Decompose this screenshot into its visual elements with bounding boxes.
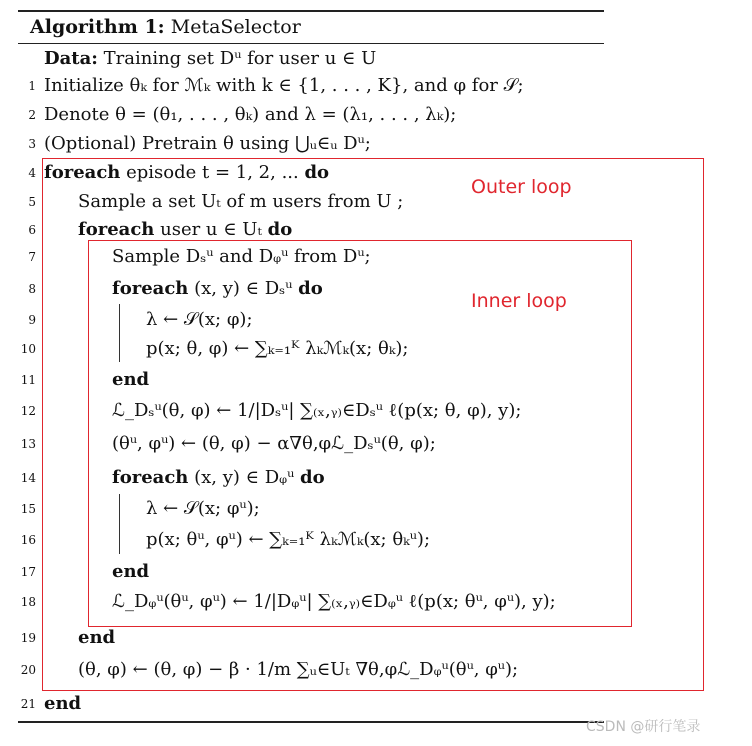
line-number: 19 <box>20 631 36 645</box>
line-text <box>44 45 376 73</box>
algorithm-name: MetaSelector <box>170 16 301 38</box>
line-content: λ ← 𝒮(x; φᵘ); <box>146 498 260 519</box>
inner-loop-label: Inner loop <box>471 290 567 312</box>
line-content: λ ← 𝒮(x; φ); <box>146 309 253 330</box>
line-text <box>44 72 524 100</box>
algorithm-line <box>0 45 700 73</box>
keyword-do: do <box>304 162 330 183</box>
line-content: p(x; θᵘ, φᵘ) ← ∑ₖ₌₁ᴷ λₖℳₖ(x; θₖᵘ); <box>146 529 431 550</box>
algorithm-line <box>0 690 700 718</box>
line-content: (Optional) Pretrain θ using ⋃ᵤ∈ᵤ Dᵘ; <box>44 133 371 154</box>
line-number: 5 <box>28 195 36 209</box>
keyword: foreach <box>112 278 189 299</box>
line-number: 9 <box>28 313 36 327</box>
line-number: 2 <box>28 108 36 122</box>
line-text <box>44 690 81 718</box>
title-rule <box>18 43 604 44</box>
line-number: 3 <box>28 137 36 151</box>
line-content: Sample a set Uₜ of m users from U ; <box>78 191 404 212</box>
keyword-do: do <box>299 467 325 488</box>
line-content: p(x; θ, φ) ← ∑ₖ₌₁ᴷ λₖℳₖ(x; θₖ); <box>146 338 409 359</box>
line-number: 8 <box>28 282 36 296</box>
line-number: 7 <box>28 250 36 264</box>
line-content: ℒ_Dᵩᵘ(θᵘ, φᵘ) ← 1/|Dᵩᵘ| ∑₍ₓ,ᵧ₎∈Dᵩᵘ ℓ(p(x; θᵘ, φᵘ), y); <box>112 591 556 612</box>
line-content: Denote θ = (θ₁, . . . , θₖ) and λ = (λ₁, . . . , λₖ); <box>44 104 457 125</box>
line-number: 17 <box>20 565 36 579</box>
line-number: 12 <box>20 404 36 418</box>
outer-loop-label: Outer loop <box>471 176 572 198</box>
bottom-rule <box>18 721 604 723</box>
watermark: CSDN @研行笔录 <box>586 719 701 735</box>
algorithm-line <box>0 130 700 158</box>
line-content: (x, y) ∈ Dₛᵘ <box>188 278 299 299</box>
top-rule <box>18 10 604 12</box>
line-number: 21 <box>20 697 36 711</box>
inner-foreach-bar-2 <box>119 494 120 554</box>
algorithm-title <box>30 16 301 38</box>
line-number: 1 <box>28 79 36 93</box>
line-number: 16 <box>20 533 36 547</box>
line-content: (x, y) ∈ Dᵩᵘ <box>188 467 300 488</box>
line-content: Initialize θₖ for ℳₖ with k ∈ {1, . . . , K}, and φ for 𝒮; <box>44 75 524 96</box>
algorithm-line <box>0 72 700 100</box>
line-number: 13 <box>20 437 36 451</box>
line-number: 14 <box>20 471 36 485</box>
keyword: foreach <box>78 219 155 240</box>
keyword: end <box>78 627 116 648</box>
line-number: 4 <box>28 166 36 180</box>
keyword: end <box>112 369 150 390</box>
line-content: user u ∈ Uₜ <box>154 219 268 240</box>
inner-foreach-bar-1 <box>119 304 120 362</box>
line-number: 18 <box>20 595 36 609</box>
line-number: 15 <box>20 502 36 516</box>
keyword-do: do <box>298 278 323 299</box>
line-text <box>44 130 371 158</box>
line-number: 10 <box>20 342 36 356</box>
keyword: end <box>112 561 150 582</box>
algorithm-label: Algorithm 1: <box>30 16 165 38</box>
line-content: (θ, φ) ← (θ, φ) − β · 1/m ∑ᵤ∈Uₜ ∇θ,φℒ_Dᵩᵘ(θᵘ, φᵘ); <box>78 659 519 680</box>
line-content: Sample Dₛᵘ and Dᵩᵘ from Dᵘ; <box>112 246 371 267</box>
keyword: Data: <box>44 48 98 69</box>
keyword: end <box>44 693 82 714</box>
line-content: (θᵘ, φᵘ) ← (θ, φ) − α∇θ,φℒ_Dₛᵘ(θ, φ); <box>112 433 436 454</box>
line-number: 6 <box>28 223 36 237</box>
line-number: 11 <box>20 373 36 387</box>
line-number: 20 <box>20 663 36 677</box>
keyword: foreach <box>44 162 121 183</box>
algorithm-line <box>0 101 700 129</box>
line-content: ℒ_Dₛᵘ(θ, φ) ← 1/|Dₛᵘ| ∑₍ₓ,ᵧ₎∈Dₛᵘ ℓ(p(x; θ, φ), y); <box>112 400 522 421</box>
line-content: Training set Dᵘ for user u ∈ U <box>97 48 377 69</box>
line-text <box>44 101 456 129</box>
line-content: episode t = 1, 2, ... <box>120 162 305 183</box>
keyword-do: do <box>267 219 293 240</box>
keyword: foreach <box>112 467 189 488</box>
